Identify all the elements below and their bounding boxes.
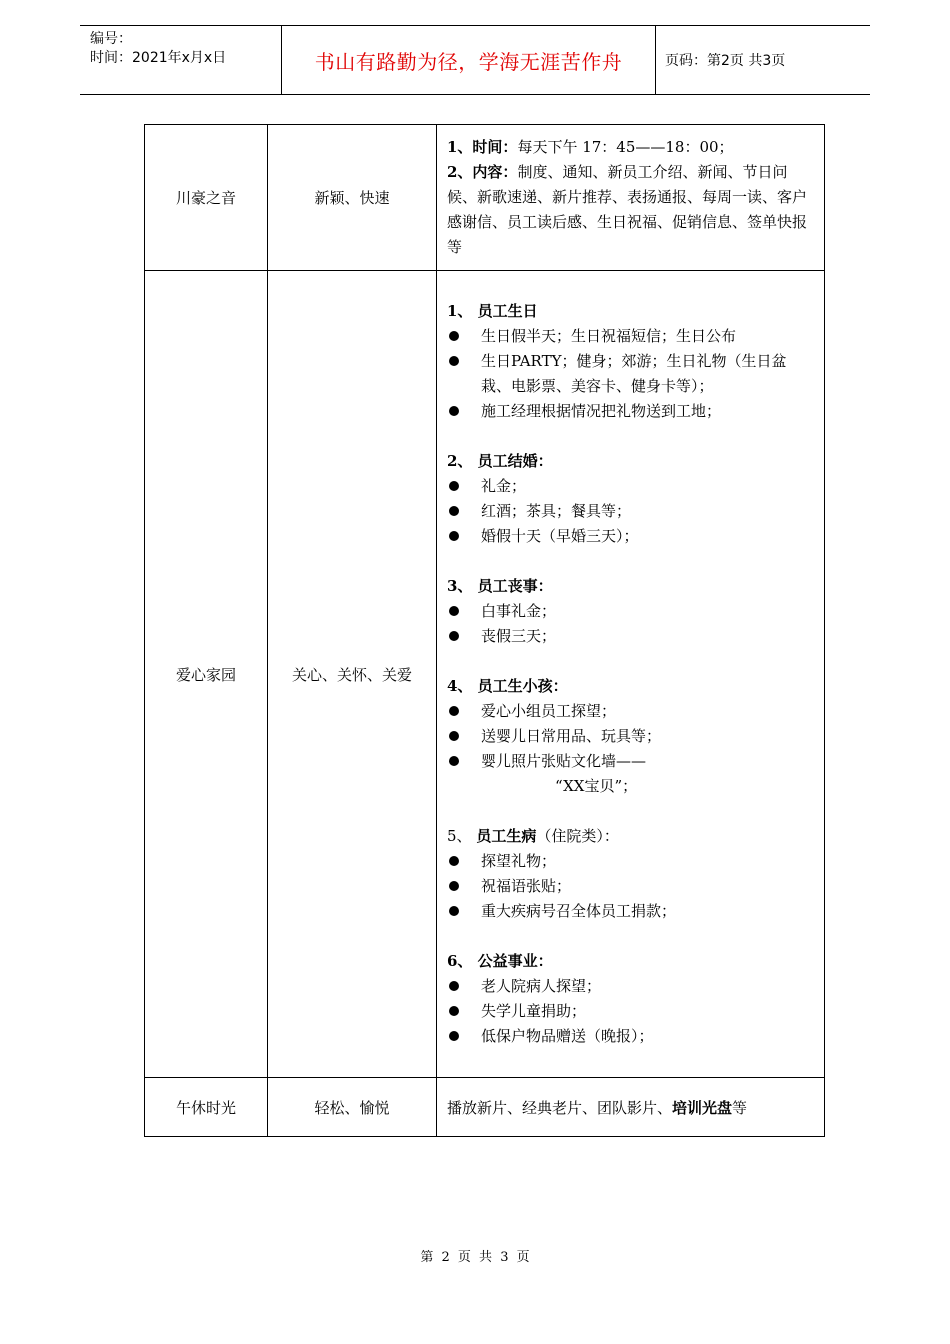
- list-item: [447, 599, 816, 624]
- content-label: 2、内容：: [447, 163, 518, 181]
- bullet-icon: [449, 631, 459, 641]
- list-item: [447, 974, 816, 999]
- bullet-icon: [449, 1031, 459, 1041]
- list-item-text: 红酒；茶具；餐具等；: [481, 502, 632, 520]
- activity-feature: 新颖、快速: [268, 125, 437, 271]
- list-item: [447, 324, 816, 349]
- bullet-icon: [449, 856, 459, 866]
- document-time: 时间：2021年x月x日: [90, 50, 227, 66]
- content-text-tail: 等: [732, 1098, 748, 1117]
- section-title: 1、 员工生日: [447, 302, 538, 320]
- list-item-text: 老人院病人探望；: [481, 977, 602, 995]
- header-motto: 书山有路勤为径，学海无涯苦作舟: [314, 49, 623, 74]
- header-meta: [90, 30, 226, 68]
- section-title: 3、 员工丧事：: [447, 577, 553, 595]
- list-item-text: 送婴儿日常用品、玩具等；: [481, 727, 662, 745]
- list-item: [447, 399, 816, 424]
- activity-name: 川豪之音: [145, 125, 268, 271]
- list-item: [447, 524, 816, 549]
- bullet-icon: [449, 881, 459, 891]
- list-item-text: 生日PARTY；健身；郊游；生日礼物（生日盆栽、电影票、美容卡、健身卡等）；: [481, 352, 787, 395]
- list-item-text: 失学儿童捐助；: [481, 1002, 587, 1020]
- table-row: [145, 271, 825, 1078]
- bullet-icon: [449, 356, 459, 366]
- page-header: [80, 25, 870, 95]
- content-text-bold: 培训光盘: [672, 1098, 733, 1117]
- list-item-continuation: “XX宝贝”；: [555, 777, 638, 795]
- list-item: [447, 349, 816, 399]
- list-item-text: 祝福语张贴；: [481, 877, 572, 895]
- activity-name: 午休时光: [145, 1078, 268, 1137]
- list-item-text: 爱心小组员工探望；: [481, 702, 617, 720]
- list-item: [447, 474, 816, 499]
- list-item-text: 重大疾病号召全体员工捐款；: [481, 902, 677, 920]
- section-title-bold: 员工生病: [476, 827, 537, 845]
- section-title: [447, 824, 816, 849]
- bullet-icon: [449, 731, 459, 741]
- section-title: 2、 员工结婚：: [447, 452, 553, 470]
- list-item-text: 丧假三天；: [481, 627, 557, 645]
- list-item: [447, 849, 816, 874]
- list-item: [447, 1024, 816, 1049]
- activity-table: [144, 124, 825, 1137]
- document-number-label: 编号：: [90, 31, 132, 47]
- activity-name: 爱心家园: [145, 271, 268, 1078]
- list-item-text: 白事礼金；: [481, 602, 557, 620]
- section-number: 5、: [447, 827, 477, 845]
- list-item-text: 婚假十天（早婚三天）；: [481, 527, 639, 545]
- bullet-icon: [449, 981, 459, 991]
- content-line: [447, 160, 816, 260]
- activity-feature: 关心、关怀、关爱: [268, 271, 437, 1078]
- table-row: [145, 125, 825, 271]
- bullet-icon: [449, 756, 459, 766]
- page-footer: 第 2 页 共 3 页: [420, 1250, 530, 1265]
- header-page-info: 页码：第2页 共3页: [665, 53, 786, 69]
- bullet-icon: [449, 406, 459, 416]
- activity-content: [437, 1078, 825, 1137]
- list-item-text: 低保户物品赠送（晚报）；: [481, 1027, 654, 1045]
- bullet-icon: [449, 1006, 459, 1016]
- list-item: [447, 624, 816, 649]
- list-item: [447, 999, 816, 1024]
- list-item: [447, 699, 816, 724]
- list-item-text: 婴儿照片张贴文化墙——: [481, 752, 647, 770]
- list-item: [447, 499, 816, 524]
- bullet-icon: [449, 481, 459, 491]
- list-item-text: 礼金；: [481, 477, 527, 495]
- bullet-icon: [449, 531, 459, 541]
- table-row: [145, 1078, 825, 1137]
- section-title: 4、 员工生小孩：: [447, 677, 568, 695]
- bullet-icon: [449, 906, 459, 916]
- list-item-text: 生日假半天；生日祝福短信；生日公布: [481, 327, 737, 345]
- activity-feature: 轻松、愉悦: [268, 1078, 437, 1137]
- content-text: 播放新片、经典老片、团队影片、: [447, 1098, 673, 1117]
- activity-content: [437, 125, 825, 271]
- time-value: 每天下午 17：45——18：00；: [517, 138, 734, 156]
- bullet-icon: [449, 706, 459, 716]
- header-divider: [655, 26, 656, 94]
- list-item: [447, 749, 816, 774]
- bullet-icon: [449, 331, 459, 341]
- content-value: 制度、通知、新员工介绍、新闻、节日问候、新歌速递、新片推荐、表扬通报、每周一读、客户感谢信、员工读后感、生日祝福、促销信息、签单快报等: [447, 163, 808, 256]
- list-item: [447, 899, 816, 924]
- bullet-icon: [449, 606, 459, 616]
- time-line: [447, 135, 816, 160]
- section-title-rest: （住院类）：: [536, 827, 619, 845]
- activity-content: [437, 271, 825, 1078]
- bullet-icon: [449, 506, 459, 516]
- section-title: 6、 公益事业：: [447, 952, 553, 970]
- time-label: 1、时间：: [447, 138, 518, 156]
- list-item-text: 施工经理根据情况把礼物送到工地；: [481, 402, 722, 420]
- list-item: [447, 874, 816, 899]
- list-item: [447, 724, 816, 749]
- list-item-text: 探望礼物；: [481, 852, 557, 870]
